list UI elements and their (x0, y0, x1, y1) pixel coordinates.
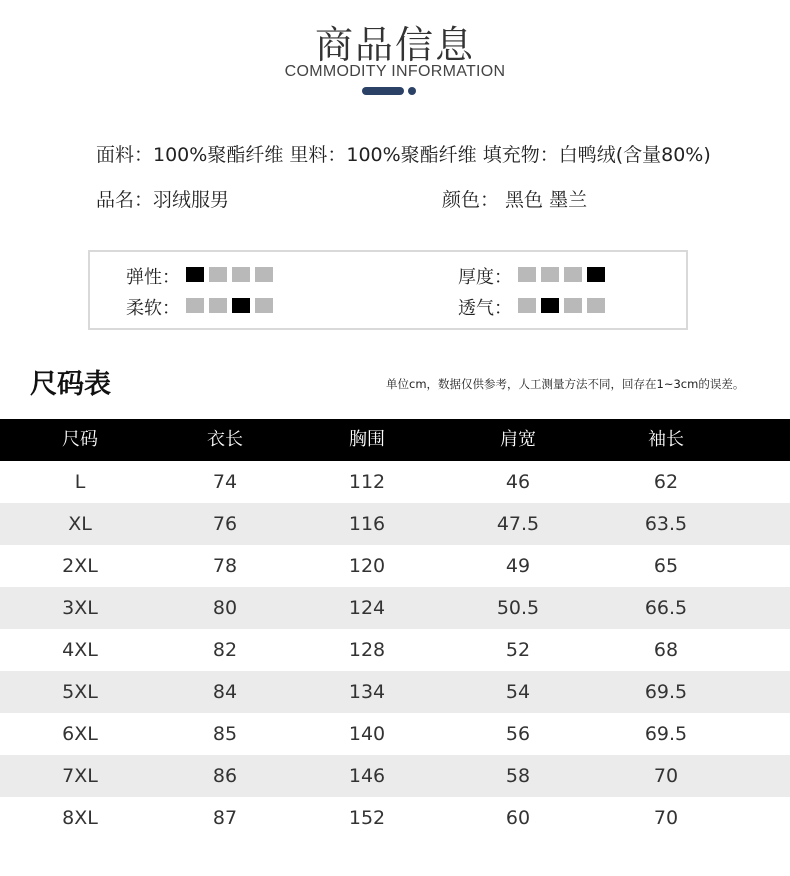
table-cell: 84 (212, 681, 238, 703)
table-cell: 50.5 (496, 597, 540, 619)
table-row (0, 587, 790, 629)
rating-square-empty (186, 298, 204, 313)
rating-thickness (458, 263, 610, 289)
decoration-bar (362, 87, 404, 95)
rating-label: 弹性： (126, 267, 180, 288)
rating-label: 厚度： (458, 267, 512, 288)
table-cell: 65 (653, 555, 679, 577)
table-cell: 58 (505, 765, 531, 787)
table-cell: 70 (653, 807, 679, 829)
table-row (0, 461, 790, 503)
table-cell: 74 (212, 471, 238, 493)
table-cell: 78 (212, 555, 238, 577)
rating-label: 透气： (458, 298, 512, 319)
table-cell: 46 (505, 471, 531, 493)
rating-softness (126, 294, 278, 320)
rating-square-empty (564, 298, 582, 313)
rating-square-empty (564, 267, 582, 282)
table-cell: 8XL (62, 807, 98, 829)
table-cell: 70 (653, 765, 679, 787)
table-cell: 47.5 (496, 513, 540, 535)
rating-square-filled (587, 267, 605, 282)
size-table (0, 419, 790, 839)
product-name: 品名：羽绒服男 (96, 189, 230, 211)
table-body (0, 461, 790, 839)
table-header (0, 419, 790, 461)
rating-square-empty (232, 267, 250, 282)
table-cell: 134 (348, 681, 386, 703)
table-cell: 128 (348, 639, 386, 661)
rating-squares (518, 297, 610, 318)
table-cell: 87 (212, 807, 238, 829)
rating-square-empty (209, 298, 227, 313)
table-cell: 69.5 (644, 723, 688, 745)
column-header: 胸围 (349, 429, 385, 450)
rating-square-filled (541, 298, 559, 313)
table-cell: 80 (212, 597, 238, 619)
table-row (0, 671, 790, 713)
table-cell: 66.5 (644, 597, 688, 619)
rating-square-empty (587, 298, 605, 313)
material-info: 面料：100%聚酯纤维 里料：100%聚酯纤维 填充物：白鸭绒(含量80%) (96, 144, 711, 166)
table-cell: 7XL (62, 765, 98, 787)
product-colors: 颜色： 黑色 墨兰 (442, 189, 588, 211)
table-cell: 62 (653, 471, 679, 493)
table-row (0, 503, 790, 545)
table-cell: 68 (653, 639, 679, 661)
table-cell: 85 (212, 723, 238, 745)
page-subtitle: COMMODITY INFORMATION (284, 63, 506, 80)
size-chart-title: 尺码表 (30, 369, 111, 400)
table-cell: 112 (348, 471, 386, 493)
table-cell: 5XL (62, 681, 98, 703)
table-row (0, 713, 790, 755)
table-cell: 69.5 (644, 681, 688, 703)
table-cell: 60 (505, 807, 531, 829)
rating-elasticity (126, 263, 278, 289)
table-cell: 120 (348, 555, 386, 577)
column-header: 衣长 (207, 429, 243, 450)
table-cell: 146 (348, 765, 386, 787)
size-chart-note: 单位cm，数据仅供参考，人工测量方法不同，回存在1~3cm的误差。 (386, 377, 745, 391)
table-cell: 86 (212, 765, 238, 787)
table-cell: 2XL (62, 555, 98, 577)
rating-breathability (458, 294, 610, 320)
rating-square-empty (255, 267, 273, 282)
rating-square-filled (232, 298, 250, 313)
table-cell: 152 (348, 807, 386, 829)
column-header: 尺码 (62, 429, 98, 450)
rating-square-empty (209, 267, 227, 282)
rating-squares (186, 297, 278, 318)
table-cell: 6XL (62, 723, 98, 745)
page-title: 商品信息 (314, 23, 475, 67)
column-header: 袖长 (648, 429, 684, 450)
rating-square-empty (541, 267, 559, 282)
table-cell: 82 (212, 639, 238, 661)
table-cell: XL (68, 513, 92, 535)
column-header: 肩宽 (500, 429, 536, 450)
table-cell: 124 (348, 597, 386, 619)
rating-square-empty (518, 298, 536, 313)
table-cell: 49 (505, 555, 531, 577)
rating-square-empty (518, 267, 536, 282)
table-cell: 116 (348, 513, 386, 535)
table-cell: 54 (505, 681, 531, 703)
rating-label: 柔软： (126, 298, 180, 319)
table-row (0, 629, 790, 671)
table-row (0, 797, 790, 839)
table-row (0, 755, 790, 797)
rating-squares (518, 266, 610, 287)
table-cell: 3XL (62, 597, 98, 619)
title-decoration (362, 87, 422, 95)
table-cell: 140 (348, 723, 386, 745)
rating-square-filled (186, 267, 204, 282)
rating-squares (186, 266, 278, 287)
table-cell: 56 (505, 723, 531, 745)
table-row (0, 545, 790, 587)
rating-square-empty (255, 298, 273, 313)
table-cell: 52 (505, 639, 531, 661)
table-cell: 76 (212, 513, 238, 535)
decoration-dot (408, 87, 416, 95)
table-cell: L (74, 471, 86, 493)
table-cell: 63.5 (644, 513, 688, 535)
table-cell: 4XL (62, 639, 98, 661)
